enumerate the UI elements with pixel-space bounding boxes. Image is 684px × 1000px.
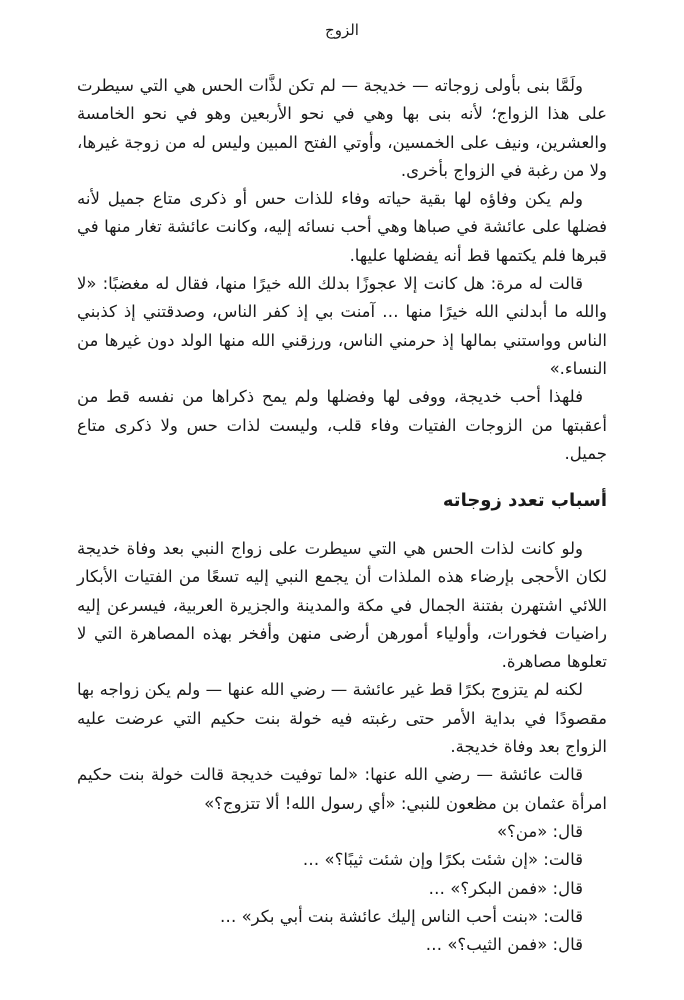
paragraph: فلهذا أحب خديجة، ووفى لها وفضلها ولم يمح ذكراها من نفسه قط من أعقبتها من الزوجات الفتيات وفاء قلب، وليست لذات حس ولا ذكرى متاع جميل.: [77, 387, 607, 463]
paragraph: ولو كانت لذات الحس هي التي سيطرت على زواج النبي بعد وفاة خديجة لكان الأحجى بإرضاء هذه الملذات أن يجمع النبي إليه تسعًا من الفتيات الأبكار اللائي اشتهرن بفتنة الجمال في مكة والمدينة والجزيرة العربية، فيسرعن إليه راضيات فخورات، وأولياء أمورهن أرضى منهن وأفخر بهذه المصاهرة التي لا تعلوها مصاهرة.: [77, 539, 607, 672]
section-heading: أسباب تعدد زوجاته: [442, 490, 607, 511]
paragraph: ولَمَّا بنى بأولى زوجاته — خديجة — لم تكن لذَّات الحس هي التي سيطرت على هذا الزواج؛ لأنه بنى بها وهي في نحو الأربعين وهو في نحو الخامسة والعشرين، ونيف على الخمسين، وأوتي الفتح المبين وليس له من زوجة غيرها، ولا من رغبة في الزواج بأخرى.: [77, 76, 607, 180]
dialogue-line: قال: «فمن الثيب؟» …: [425, 935, 583, 955]
paragraph: قالت عائشة — رضي الله عنها: «لما توفيت خديجة قالت خولة بنت حكيم امرأة عثمان بن مظعون للنبي: «أي رسول الله! ألا تتزوج؟»: [77, 765, 607, 813]
dialogue-line: قال: «من؟»: [496, 821, 583, 841]
dialogue-line: قالت: «إن شئت بكرًا وإن شئت ثيبًا؟» …: [302, 850, 583, 870]
dialogue-line: قالت: «بنت أحب الناس إليك عائشة بنت أبي بكر» …: [219, 906, 583, 926]
body-text-section-2: [77, 535, 607, 959]
running-header: الزوج: [325, 21, 359, 39]
paragraph: لكنه لم يتزوج بكرًا قط غير عائشة — رضي الله عنها — ولم يكن زواجه بها مقصودًا في بداية الأمر حتى رغبته فيه خولة بنت حكيم التي عرضت عليه الزواج بعد وفاة خديجة.: [77, 680, 607, 757]
body-text-section-1: [77, 72, 607, 468]
paragraph: ولم يكن وفاؤه لها بقية حياته وفاء للذات حس أو ذكرى متاع جميل لأنه فضلها على عائشة في صباها وهي أحب نسائه إليه، وكانت عائشة تغار منها في قبرها فلم يكتمها قط أنه يفضلها عليها.: [77, 189, 607, 265]
paragraph: قالت له مرة: هل كانت إلا عجوزًا بدلك الله خيرًا منها، فقال له مغضبًا: «لا والله ما أبدلني الله خيرًا منها … آمنت بي إذ كفر الناس، وصدقتني إذ كذبني الناس وواستني بمالها إذ حرمني الناس، ورزقني الله منها الولد دون غيرها من النساء.»: [77, 274, 607, 378]
dialogue-line: قال: «فمن البكر؟» …: [428, 878, 583, 898]
